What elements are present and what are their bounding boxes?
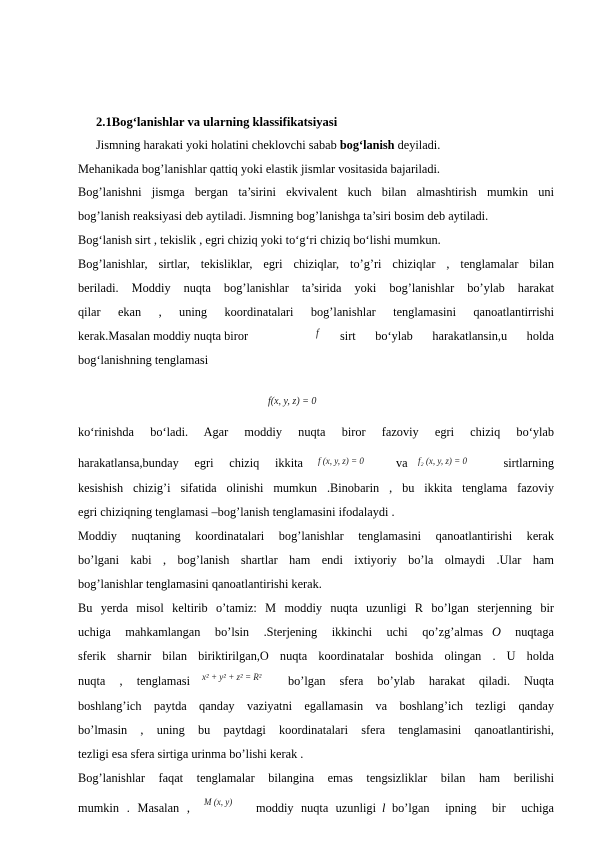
definition-term: bog‘lanish (339, 138, 395, 152)
formula-f: f (316, 328, 319, 339)
text-line: bo’lmasin , uning bu paytdagi koordinatalari sfera tenglamasini qanoatlantirishi, (78, 723, 554, 737)
text-line: qilar ekan , uning koordinatalari bog’lanishlar tenglamasini qanoatlantirrishi (78, 305, 554, 319)
text-line: sferik sharnir bilan biriktirilgan,O nuqta koordinatalar boshida olingan . U holda (78, 649, 554, 663)
text-line: Bog’lanishlar, sirtlar, tekisliklar, egri chiziqlar, to’g’ri chiziqlar , tenglamalar bilan (78, 257, 554, 271)
formula-f1: f (x, y, z) = 0 (318, 456, 364, 466)
text-line: bog’lanishlar tenglamasini qanoatlantirishi kerak. (78, 577, 322, 591)
text-segment: va (396, 456, 408, 470)
text-line: ko‘rinishda bo‘ladi. Agar moddiy nuqta biror fazoviy egri chiziq bo‘ylab (78, 425, 554, 439)
text-segment: harakatlansa,bunday egri chiziq ikkita (78, 456, 303, 470)
text-segment: sirt bo‘ylab harakatlansin,u holda (340, 329, 554, 343)
section-heading: 2.1Bog‘lanishlar va ularning klassifikatsiyasi (96, 115, 338, 129)
text-segment: kerak.Masalan moddiy nuqta biror (78, 329, 249, 343)
text-line: Bu yerda misol keltirib o’tamiz: M moddiy nuqta uzunligi R bo’lgan sterjenning bir (78, 601, 554, 615)
text-line: egri chiziqning tenglamasi –bog’lanish tenglamasini ifodalaydi . (78, 505, 395, 519)
formula-f2: f₂ (x, y, z) = 0 (418, 456, 467, 466)
paragraph-definition (96, 138, 554, 153)
text-segment: sirtlarning (503, 456, 554, 470)
text-segment: bo’lgan sfera bo’ylab harakat qiladi. Nuqta (288, 674, 554, 688)
text-line: Bog‘lanish sirt , tekislik , egri chiziq yoki to‘g‘ri chiziq bo‘lishi mumkun. (78, 233, 441, 247)
text-segment: nuqta , tenglamasi (78, 674, 190, 688)
length-l-symbol: l (382, 801, 386, 815)
text-segment: moddiy nuqta uzunligi (256, 801, 376, 815)
text-line: beriladi. Moddiy nuqta bog’lanishlar ta’sirida yoki bog’lanishlar bo’ylab harakat (78, 281, 554, 295)
formula-sphere: x² + y² + z² = R² (202, 672, 262, 682)
formula-point: M (x, y) (204, 797, 233, 807)
formula-constraint: f(x, y, z) = 0 (268, 396, 317, 407)
text-line: tezligi esa sfera sirtiga urinma bo’lishi kerak . (78, 747, 304, 761)
text-line: kesishish chizig’i sifatida olinishi mumkun .Binobarin , bu ikkita tenglama fazoviy (78, 481, 554, 495)
text-line: Moddiy nuqtaning koordinatalari bog’lanishlar tenglamasini qanoatlantirishi kerak (78, 529, 554, 543)
point-o-symbol: O (492, 625, 501, 639)
text-line: bo’lgani kabi , bog’lanish shartlar ham endi ixtiyoriy bo’la olmaydi .Ular ham (78, 553, 554, 567)
text-line: Mehanikada bog’lanishlar qattiq yoki elastik jismlar vositasida bajariladi. (78, 162, 440, 176)
text-segment: bo’lgan ipning bir uchiga (392, 801, 554, 815)
text-line: Bog’lanishni jismga bergan ta’sirini ekvivalent kuch bilan almashtirish mumkin uni (78, 185, 554, 199)
text-line: Bog’lanishlar faqat tenglamalar bilangina emas tengsizliklar bilan ham berilishi (78, 771, 554, 785)
text-segment: mumkin . Masalan , (78, 801, 190, 815)
text-segment: uchiga mahkamlangan bo’lsin .Sterjening ikkinchi uchi qo’zg’almas (78, 625, 483, 639)
text-line: boshlang’ich paytda qanday vaziyatni egallamasin va boshlang’ich tezligi qanday (78, 699, 554, 713)
text-segment: nuqtaga (515, 625, 554, 639)
definition-text-post: deyiladi. (394, 138, 441, 152)
text-line: bog‘lanishning tenglamasi (78, 353, 209, 367)
definition-text-pre: Jismning harakati yoki holatini cheklovchi sabab (96, 138, 340, 152)
text-line: bog’lanish reaksiyasi deb aytiladi. Jismning bog’lanishga ta’siri bosim deb aytiladi. (78, 209, 489, 223)
